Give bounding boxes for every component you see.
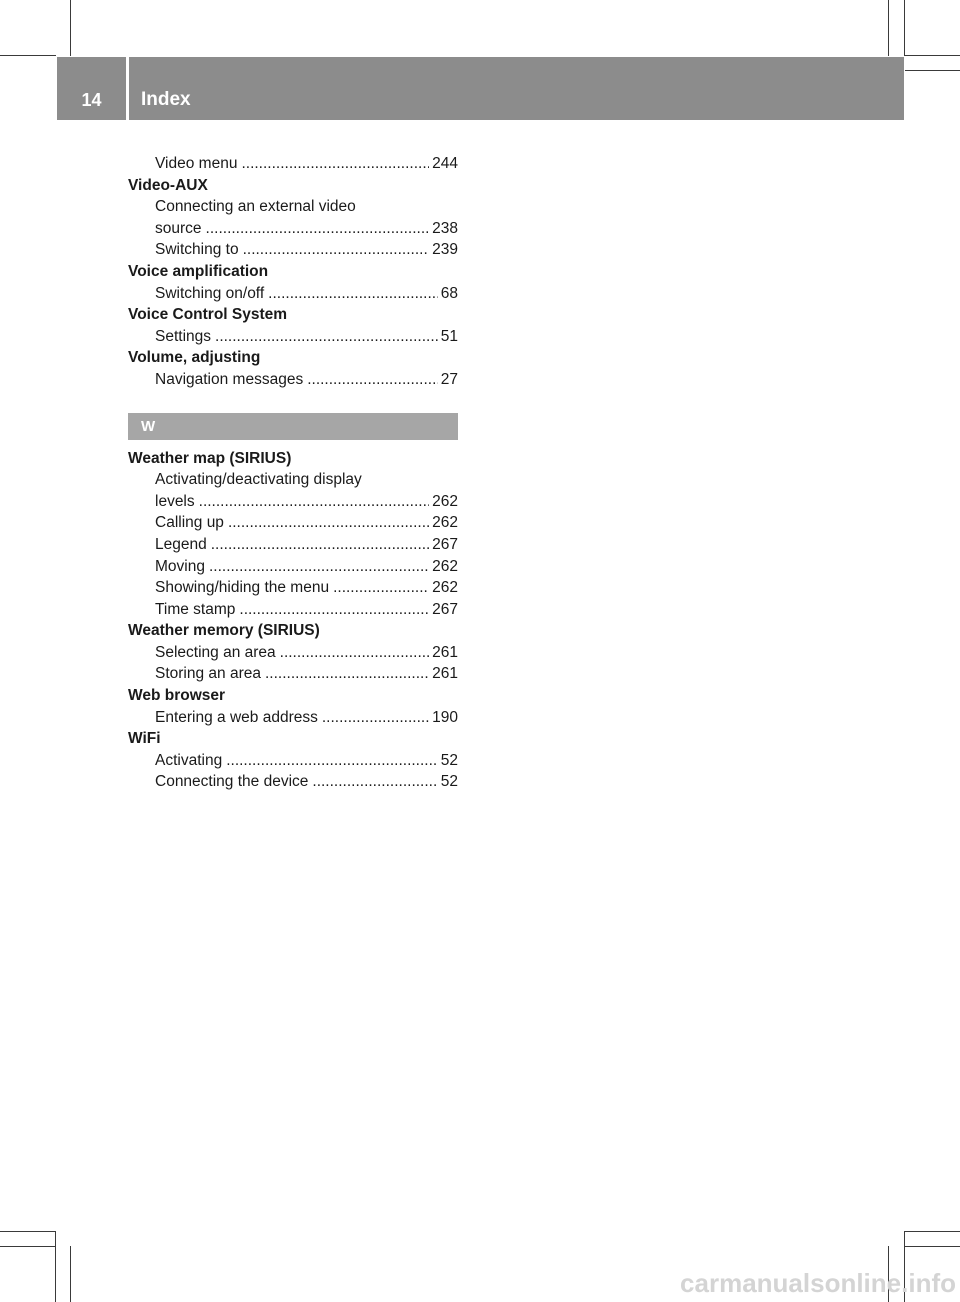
index-heading: Video-AUX [128,176,208,194]
index-subentry [128,512,458,534]
index-subentry-text: source [155,219,202,237]
dot-leader [209,556,429,578]
index-subentry [128,642,458,664]
dot-leader [226,750,438,772]
index-page-ref: 52 [440,751,458,769]
dot-leader [322,707,429,729]
index-list-bottom [128,448,458,794]
dot-leader [215,326,438,348]
index-subentry [128,491,458,513]
index-subentry-text: Time stamp [155,600,236,618]
index-subentry-text: Moving [155,557,205,575]
dot-leader [307,369,438,391]
index-subentry [128,369,458,391]
dot-leader [199,491,429,513]
index-subentry-text: Legend [155,535,207,553]
dot-leader [280,642,429,664]
dot-leader [265,663,429,685]
crop-mark [888,0,889,56]
watermark-text: carmanualsonline.info [680,1268,956,1298]
index-page-ref: 238 [432,219,458,237]
index-page-ref: 190 [432,708,458,726]
crop-mark [0,1246,56,1247]
index-page-ref: 261 [432,643,458,661]
dot-leader [333,577,429,599]
crop-mark [905,1231,960,1232]
index-page-ref: 267 [432,535,458,553]
dot-leader [312,771,437,793]
section-letter-header: W [128,413,458,440]
index-subentry-text: Connecting an external video [155,198,356,216]
index-subentry [128,218,458,240]
index-subentry [128,599,458,621]
index-subentry-text: Settings [155,327,212,345]
index-subentry [128,771,458,793]
dot-leader [241,153,429,175]
dot-leader [268,283,438,305]
index-subentry-text: Switching to [155,241,239,259]
index-subentry [128,663,458,685]
index-page-ref: 262 [432,492,458,510]
index-subentry-text: Selecting an area [155,643,276,661]
index-subentry [128,239,458,261]
crop-mark [905,1246,960,1247]
index-subentry [128,534,458,556]
index-column [128,153,458,793]
index-page-ref: 267 [432,600,458,618]
index-subentry [128,750,458,772]
index-subentry-text: Activating/deactivating display [155,471,362,489]
crop-mark [905,55,960,56]
index-heading: WiFi [128,730,161,748]
dot-leader [243,239,430,261]
index-list-top [128,153,458,391]
index-heading: Voice amplification [128,262,269,280]
index-page-ref: 239 [432,241,458,259]
index-subentry-text: Video menu [155,155,238,172]
index-heading: Voice Control System [128,306,288,324]
header-divider [126,57,129,120]
crop-mark [904,0,905,56]
index-subentry-text: Storing an area [155,665,261,683]
index-subentry [128,283,458,305]
index-heading: Web browser [128,687,226,705]
page-number: 14 [81,90,102,110]
index-page-ref: 262 [432,579,458,597]
index-subentry-text: Connecting the device [155,773,309,791]
index-page-ref: 261 [432,665,458,683]
index-subentry-text: levels [155,492,195,510]
index-page-ref: 52 [440,773,458,791]
crop-mark [70,1246,71,1302]
crop-mark [905,70,960,71]
index-page-ref: 27 [440,370,458,388]
dot-leader [211,534,429,556]
index-heading: Weather memory (SIRIUS) [128,622,320,640]
index-subentry [128,556,458,578]
index-page-ref: 244 [432,155,458,172]
page-title: Index [141,89,191,110]
index-page-ref: 262 [432,514,458,532]
index-subentry-text: Switching on/off [155,284,265,302]
crop-mark [70,0,71,56]
index-subentry-text: Navigation messages [155,370,304,388]
index-subentry-text: Calling up [155,514,224,532]
index-subentry-text: Activating [155,751,223,769]
index-subentry-text: Showing/hiding the menu [155,579,330,597]
crop-mark [55,1231,56,1302]
crop-mark [0,55,56,56]
index-subentry [128,707,458,729]
dot-leader [228,512,429,534]
index-page-ref: 68 [440,284,458,302]
dot-leader [206,218,430,240]
index-subentry-text: Entering a web address [155,708,318,726]
index-heading: Volume, adjusting [128,349,261,367]
index-subentry [128,326,458,348]
index-subentry [128,153,458,175]
index-subentry [128,577,458,599]
crop-mark [0,1231,56,1232]
index-page-ref: 51 [440,327,458,345]
dot-leader [239,599,429,621]
index-page-ref: 262 [432,557,458,575]
index-heading: Weather map (SIRIUS) [128,449,292,467]
